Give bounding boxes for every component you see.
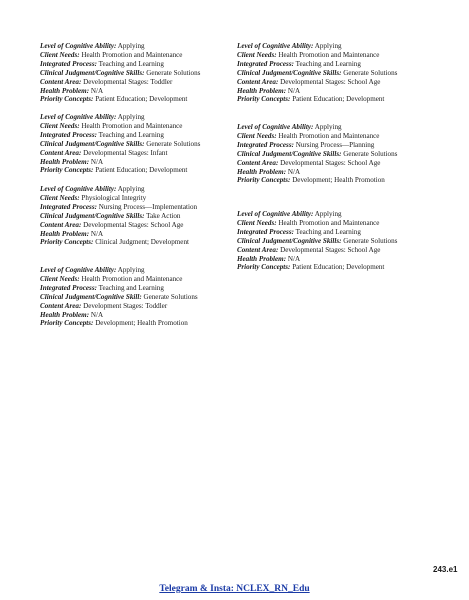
- judgment-value: Take Action: [146, 211, 181, 220]
- problem-value: N/A: [287, 167, 301, 176]
- level-label: Level of Cognitive Ability:: [40, 113, 117, 121]
- content-value: Developmental Stages: School Age: [280, 158, 381, 167]
- content-line: [40, 78, 240, 87]
- problem-value: N/A: [287, 86, 301, 95]
- problem-line: [237, 168, 437, 177]
- level-label: Level of Cognitive Ability:: [237, 123, 314, 131]
- process-line: [40, 60, 240, 69]
- judgment-value: Generate Solutions: [146, 68, 201, 77]
- judgment-label: Clinical Judgment/Cognitive Skill:: [40, 292, 142, 301]
- needs-line: [40, 194, 240, 203]
- rationale-block: [40, 266, 240, 328]
- judgment-label: Clinical Judgment/Cognitive Skills:: [237, 68, 342, 77]
- process-label: Integrated Process:: [40, 202, 97, 211]
- problem-label: Health Problem:: [40, 86, 90, 95]
- problem-value: N/A: [90, 310, 104, 319]
- process-label: Integrated Process:: [40, 283, 97, 292]
- problem-line: [237, 255, 437, 264]
- content-line: [40, 302, 240, 311]
- concepts-label: Priority Concepts:: [40, 238, 94, 247]
- level-label: Level of Cognitive Ability:: [237, 210, 314, 218]
- needs-value: Health Promotion and Maintenance: [278, 50, 380, 59]
- needs-label: Client Needs:: [237, 131, 277, 140]
- concepts-value: Patient Education; Development: [95, 166, 188, 175]
- problem-label: Health Problem:: [237, 86, 287, 95]
- process-value: Teaching and Learning: [295, 227, 361, 236]
- judgment-value: Generate Solutions: [146, 139, 201, 148]
- judgment-label: Clinical Judgment/Cognitive Skills:: [237, 149, 342, 158]
- process-label: Integrated Process:: [40, 59, 97, 68]
- concepts-value: Patient Education; Development: [292, 263, 385, 272]
- concepts-label: Priority Concepts:: [237, 263, 291, 272]
- needs-value: Physiological Integrity: [81, 193, 147, 202]
- process-label: Integrated Process:: [237, 59, 294, 68]
- content-label: Content Area:: [40, 301, 82, 310]
- concepts-label: Priority Concepts:: [40, 319, 94, 328]
- process-line: [40, 131, 240, 140]
- needs-line: [237, 51, 437, 60]
- process-label: Integrated Process:: [237, 140, 294, 149]
- level-value: Applying: [117, 185, 145, 193]
- judgment-line: [40, 69, 240, 78]
- process-line: [237, 60, 437, 69]
- needs-value: Health Promotion and Maintenance: [81, 121, 183, 130]
- level-value: Applying: [314, 123, 342, 131]
- problem-value: N/A: [90, 86, 104, 95]
- concepts-value: Development; Health Promotion: [292, 176, 385, 185]
- needs-line: [237, 132, 437, 141]
- content-value: Developmental Stages: School Age: [280, 245, 381, 254]
- problem-label: Health Problem:: [40, 229, 90, 238]
- concepts-value: Clinical Judgment; Development: [95, 238, 189, 247]
- level-value: Applying: [117, 42, 145, 50]
- problem-line: [40, 87, 240, 96]
- judgment-line: [40, 140, 240, 149]
- content-value: Developmental Stages: Infant: [83, 148, 168, 157]
- process-line: [40, 203, 240, 212]
- process-value: Teaching and Learning: [98, 283, 164, 292]
- rationale-block: [40, 113, 240, 175]
- process-line: [40, 284, 240, 293]
- content-label: Content Area:: [237, 158, 279, 167]
- process-value: Nursing Process—Planning: [295, 140, 375, 149]
- judgment-line: [40, 212, 240, 221]
- process-label: Integrated Process:: [237, 227, 294, 236]
- content-value: Developmental Stages: School Age: [280, 77, 381, 86]
- problem-label: Health Problem:: [237, 167, 287, 176]
- needs-line: [40, 122, 240, 131]
- concepts-line: [237, 176, 437, 185]
- content-label: Content Area:: [40, 148, 82, 157]
- process-line: [237, 228, 437, 237]
- process-line: [237, 141, 437, 150]
- needs-line: [40, 51, 240, 60]
- level-label: Level of Cognitive Ability:: [40, 185, 117, 193]
- level-line: [237, 210, 437, 219]
- needs-value: Health Promotion and Maintenance: [81, 274, 183, 283]
- footer-link[interactable]: Telegram & Insta: NCLEX_RN_Edu: [159, 584, 310, 594]
- judgment-label: Clinical Judgment/Cognitive Skills:: [40, 211, 145, 220]
- level-value: Applying: [117, 266, 145, 274]
- process-value: Teaching and Learning: [295, 59, 361, 68]
- concepts-label: Priority Concepts:: [40, 166, 94, 175]
- needs-label: Client Needs:: [237, 50, 277, 59]
- needs-line: [40, 275, 240, 284]
- process-label: Integrated Process:: [40, 130, 97, 139]
- concepts-value: Development; Health Promotion: [95, 319, 188, 328]
- level-label: Level of Cognitive Ability:: [40, 42, 117, 50]
- problem-value: N/A: [90, 157, 104, 166]
- level-line: [237, 42, 437, 51]
- rationale-block: [237, 42, 437, 104]
- content-label: Content Area:: [40, 220, 82, 229]
- process-value: Teaching and Learning: [98, 130, 164, 139]
- problem-value: N/A: [287, 254, 301, 263]
- needs-label: Client Needs:: [40, 50, 80, 59]
- page-number: 243.e1: [433, 565, 458, 574]
- problem-label: Health Problem:: [40, 157, 90, 166]
- content-label: Content Area:: [237, 245, 279, 254]
- content-label: Content Area:: [237, 77, 279, 86]
- judgment-label: Clinical Judgment/Cognitive Skills:: [237, 236, 342, 245]
- concepts-line: [237, 95, 437, 104]
- content-label: Content Area:: [40, 77, 82, 86]
- level-line: [40, 113, 240, 122]
- concepts-value: Patient Education; Development: [292, 95, 385, 104]
- needs-label: Client Needs:: [40, 274, 80, 283]
- problem-line: [40, 158, 240, 167]
- needs-line: [237, 219, 437, 228]
- concepts-line: [40, 238, 240, 247]
- level-value: Applying: [314, 210, 342, 218]
- concepts-label: Priority Concepts:: [40, 95, 94, 104]
- needs-label: Client Needs:: [237, 218, 277, 227]
- problem-line: [40, 230, 240, 239]
- content-value: Developmental Stages: Toddler: [83, 77, 173, 86]
- problem-label: Health Problem:: [40, 310, 90, 319]
- judgment-value: Generate Solutions: [143, 292, 198, 301]
- rationale-block: [237, 123, 437, 185]
- judgment-value: Generate Solutions: [343, 149, 398, 158]
- level-label: Level of Cognitive Ability:: [40, 266, 117, 274]
- content-value: Development Stages: Toddler: [83, 301, 168, 310]
- concepts-line: [40, 95, 240, 104]
- concepts-value: Patient Education; Development: [95, 95, 188, 104]
- content-line: [40, 221, 240, 230]
- level-line: [40, 42, 240, 51]
- needs-value: Health Promotion and Maintenance: [278, 131, 380, 140]
- concepts-line: [237, 263, 437, 272]
- level-value: Applying: [117, 113, 145, 121]
- level-label: Level of Cognitive Ability:: [237, 42, 314, 50]
- concepts-label: Priority Concepts:: [237, 95, 291, 104]
- content-line: [237, 78, 437, 87]
- concepts-line: [40, 319, 240, 328]
- judgment-line: [237, 69, 437, 78]
- content-value: Developmental Stages: School Age: [83, 220, 184, 229]
- problem-value: N/A: [90, 229, 104, 238]
- rationale-block: [40, 42, 240, 104]
- needs-label: Client Needs:: [40, 121, 80, 130]
- judgment-line: [237, 150, 437, 159]
- problem-line: [40, 311, 240, 320]
- judgment-line: [237, 237, 437, 246]
- needs-value: Health Promotion and Maintenance: [81, 50, 183, 59]
- level-line: [237, 123, 437, 132]
- process-value: Teaching and Learning: [98, 59, 164, 68]
- judgment-value: Generate Solutions: [343, 68, 398, 77]
- judgment-value: Generate Solutions: [343, 236, 398, 245]
- needs-value: Health Promotion and Maintenance: [278, 218, 380, 227]
- judgment-line: [40, 293, 240, 302]
- rationale-block: [40, 185, 240, 247]
- level-value: Applying: [314, 42, 342, 50]
- level-line: [40, 266, 240, 275]
- content-line: [237, 246, 437, 255]
- content-line: [40, 149, 240, 158]
- rationale-block: [237, 210, 437, 272]
- problem-label: Health Problem:: [237, 254, 287, 263]
- judgment-label: Clinical Judgment/Cognitive Skills:: [40, 68, 145, 77]
- judgment-label: Clinical Judgment/Cognitive Skills:: [40, 139, 145, 148]
- concepts-label: Priority Concepts:: [237, 176, 291, 185]
- process-value: Nursing Process—Implementation: [98, 202, 198, 211]
- concepts-line: [40, 166, 240, 175]
- content-line: [237, 159, 437, 168]
- level-line: [40, 185, 240, 194]
- needs-label: Client Needs:: [40, 193, 80, 202]
- problem-line: [237, 87, 437, 96]
